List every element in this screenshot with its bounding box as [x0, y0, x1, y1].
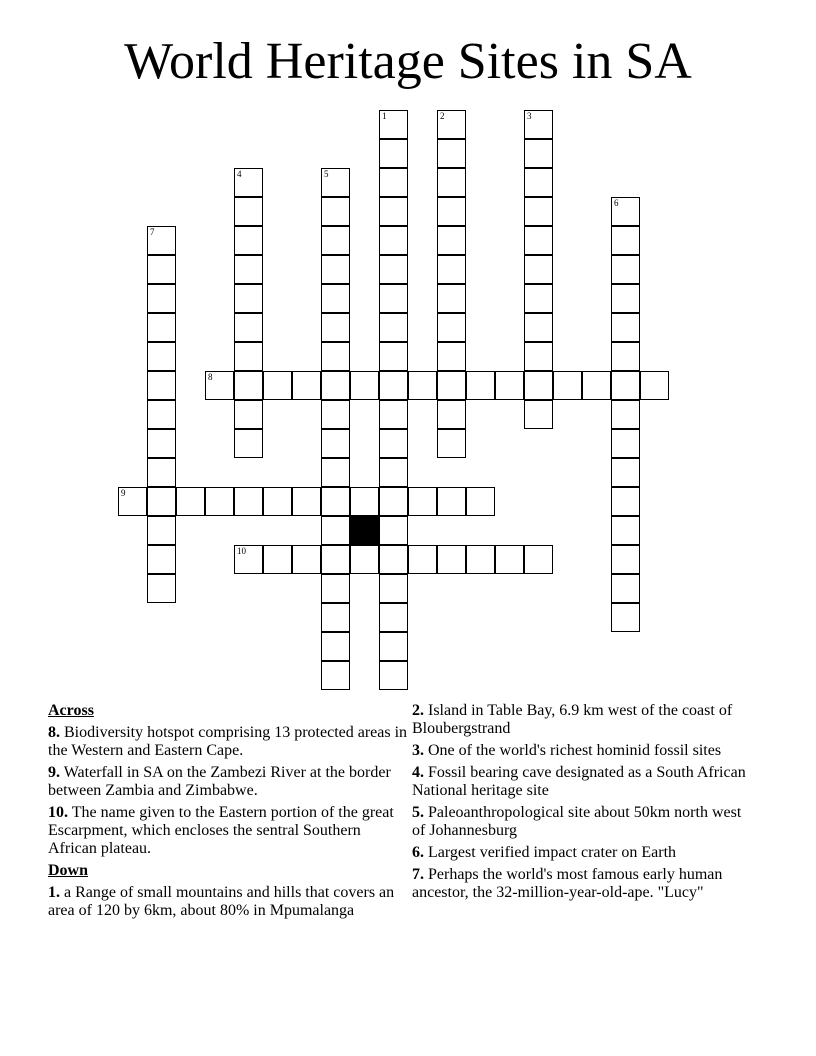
down-clue-7: [412, 866, 757, 902]
grid-cell[interactable]: [611, 487, 640, 516]
grid-cell[interactable]: [379, 487, 408, 516]
grid-cell[interactable]: [321, 284, 350, 313]
across-clue-8: [48, 724, 408, 760]
grid-cell[interactable]: [437, 197, 466, 226]
grid-cell[interactable]: [379, 197, 408, 226]
grid-cell[interactable]: [437, 226, 466, 255]
grid-cell[interactable]: [379, 574, 408, 603]
clue-text: Paleoanthropological site about 50km north west of Johannesburg: [412, 804, 742, 839]
grid-cell[interactable]: [147, 255, 176, 284]
clue-number-label: 1: [382, 111, 387, 121]
across-clue-10: [48, 804, 408, 858]
grid-cell[interactable]: [321, 313, 350, 342]
clue-number-label: 2: [440, 111, 445, 121]
grid-cell[interactable]: [495, 545, 524, 574]
grid-cell[interactable]: [437, 313, 466, 342]
grid-cell[interactable]: [611, 458, 640, 487]
grid-cell[interactable]: [379, 516, 408, 545]
grid-cell[interactable]: [495, 371, 524, 400]
grid-cell[interactable]: [611, 545, 640, 574]
grid-cell[interactable]: [147, 429, 176, 458]
clue-number-label: 5: [324, 169, 329, 179]
grid-cell[interactable]: [524, 139, 553, 168]
down-clue-6: [412, 844, 757, 862]
grid-cell[interactable]: [611, 603, 640, 632]
down-clue-2: [412, 702, 757, 738]
grid-cell[interactable]: [234, 371, 263, 400]
grid-cell[interactable]: [437, 168, 466, 197]
grid-cell[interactable]: [350, 487, 379, 516]
grid-cell[interactable]: [640, 371, 669, 400]
grid-cell[interactable]: [321, 255, 350, 284]
grid-cell[interactable]: [379, 371, 408, 400]
grid-cell[interactable]: [379, 255, 408, 284]
grid-cell[interactable]: [292, 371, 321, 400]
grid-cell[interactable]: [524, 255, 553, 284]
grid-cell[interactable]: [611, 516, 640, 545]
down-clue-5: [412, 804, 757, 840]
grid-cell[interactable]: [118, 487, 147, 516]
clue-text: One of the world's richest hominid fossil sites: [428, 742, 722, 759]
grid-cell[interactable]: [350, 371, 379, 400]
grid-cell[interactable]: [147, 226, 176, 255]
grid-cell[interactable]: [263, 487, 292, 516]
clue-text: Largest verified impact crater on Earth: [428, 844, 677, 861]
grid-cell[interactable]: [147, 284, 176, 313]
grid-cell[interactable]: [379, 168, 408, 197]
grid-cell[interactable]: [292, 545, 321, 574]
clue-number: 3.: [412, 742, 424, 759]
grid-cell[interactable]: [437, 284, 466, 313]
clue-number: 8.: [48, 724, 60, 741]
grid-cell[interactable]: [379, 313, 408, 342]
grid-cell[interactable]: [524, 342, 553, 371]
grid-cell[interactable]: [379, 603, 408, 632]
clue-text: The name given to the Eastern portion of the great Escarpment, which encloses the sentral Southern African plateau.: [48, 804, 394, 857]
grid-cell[interactable]: [147, 574, 176, 603]
down-clue-3: [412, 742, 757, 760]
grid-cell[interactable]: [437, 545, 466, 574]
grid-cell[interactable]: [234, 168, 263, 197]
clue-number: 9.: [48, 764, 60, 781]
grid-cell[interactable]: [611, 342, 640, 371]
clue-number: 1.: [48, 884, 60, 901]
grid-cell[interactable]: [379, 400, 408, 429]
grid-cell[interactable]: [437, 371, 466, 400]
grid-cell[interactable]: [379, 458, 408, 487]
grid-cell[interactable]: [350, 545, 379, 574]
grid-cell[interactable]: [234, 255, 263, 284]
grid-cell[interactable]: [611, 429, 640, 458]
grid-cell[interactable]: [524, 284, 553, 313]
grid-cell[interactable]: [524, 545, 553, 574]
grid-cell[interactable]: [524, 226, 553, 255]
grid-cell[interactable]: [379, 429, 408, 458]
clues-right-column: [412, 702, 757, 906]
grid-cell[interactable]: [408, 487, 437, 516]
grid-cell[interactable]: [234, 284, 263, 313]
grid-cell[interactable]: [611, 226, 640, 255]
grid-cell[interactable]: [147, 516, 176, 545]
grid-cell[interactable]: [379, 284, 408, 313]
clue-number-label: 6: [614, 198, 619, 208]
grid-cell[interactable]: [147, 400, 176, 429]
black-square: [350, 516, 379, 545]
grid-cell[interactable]: [379, 661, 408, 690]
grid-cell[interactable]: [408, 371, 437, 400]
grid-cell[interactable]: [234, 313, 263, 342]
grid-cell[interactable]: [379, 632, 408, 661]
grid-cell[interactable]: [379, 545, 408, 574]
grid-cell[interactable]: [321, 400, 350, 429]
clue-number: 2.: [412, 702, 424, 719]
grid-cell[interactable]: [321, 342, 350, 371]
grid-cell[interactable]: [524, 400, 553, 429]
grid-cell[interactable]: [611, 400, 640, 429]
grid-cell[interactable]: [263, 371, 292, 400]
grid-cell[interactable]: [611, 197, 640, 226]
grid-cell[interactable]: [234, 197, 263, 226]
grid-cell[interactable]: [321, 371, 350, 400]
puzzle-title: World Heritage Sites in SA: [124, 33, 692, 90]
clue-text: Fossil bearing cave designated as a South African National heritage site: [412, 764, 746, 799]
grid-cell[interactable]: [147, 313, 176, 342]
grid-cell[interactable]: [321, 168, 350, 197]
grid-cell[interactable]: [321, 545, 350, 574]
grid-cell[interactable]: [611, 574, 640, 603]
grid-cell[interactable]: [147, 487, 176, 516]
clue-number: 10.: [48, 804, 68, 821]
grid-cell[interactable]: [582, 371, 611, 400]
clue-number: 7.: [412, 866, 424, 883]
grid-cell[interactable]: [437, 400, 466, 429]
grid-cell[interactable]: [379, 342, 408, 371]
grid-cell[interactable]: [611, 313, 640, 342]
across-clue-9: [48, 764, 408, 800]
clue-text: Biodiversity hotspot comprising 13 protected areas in the Western and Eastern Cape.: [48, 724, 408, 759]
grid-cell[interactable]: [379, 226, 408, 255]
grid-cell[interactable]: [437, 342, 466, 371]
grid-cell[interactable]: [321, 197, 350, 226]
clue-number: 6.: [412, 844, 424, 861]
grid-cell[interactable]: [205, 371, 234, 400]
grid-cell[interactable]: [147, 545, 176, 574]
grid-cell[interactable]: [234, 487, 263, 516]
grid-cell[interactable]: [176, 487, 205, 516]
grid-cell[interactable]: [379, 139, 408, 168]
grid-cell[interactable]: [147, 371, 176, 400]
grid-cell[interactable]: [234, 342, 263, 371]
grid-cell[interactable]: [321, 574, 350, 603]
grid-cell[interactable]: [466, 371, 495, 400]
grid-cell[interactable]: [611, 284, 640, 313]
grid-cell[interactable]: [321, 603, 350, 632]
grid-cell[interactable]: [263, 545, 292, 574]
grid-cell[interactable]: [321, 632, 350, 661]
down-clue-1: [48, 884, 408, 920]
grid-cell[interactable]: [205, 487, 234, 516]
down-clue-4: [412, 764, 757, 800]
clue-text: Perhaps the world's most famous early human ancestor, the 32-million-year-old-ape. "Lucy": [412, 866, 723, 901]
clue-number-label: 3: [527, 111, 532, 121]
grid-cell[interactable]: [234, 226, 263, 255]
grid-cell[interactable]: [321, 487, 350, 516]
grid-cell[interactable]: [321, 661, 350, 690]
grid-cell[interactable]: [321, 516, 350, 545]
grid-cell[interactable]: [321, 458, 350, 487]
clue-text: Island in Table Bay, 6.9 km west of the coast of Bloubergstrand: [412, 702, 733, 737]
down-heading: Down: [48, 862, 89, 879]
grid-cell[interactable]: [437, 255, 466, 284]
clue-number-label: 4: [237, 169, 242, 179]
clue-text: Waterfall in SA on the Zambezi River at the border between Zambia and Zimbabwe.: [48, 764, 391, 799]
grid-cell[interactable]: [466, 545, 495, 574]
grid-cell[interactable]: [524, 371, 553, 400]
grid-cell[interactable]: [466, 487, 495, 516]
clue-number-label: 10: [237, 546, 246, 556]
grid-cell[interactable]: [437, 139, 466, 168]
grid-cell[interactable]: [524, 168, 553, 197]
grid-cell[interactable]: [437, 110, 466, 139]
clue-number-label: 7: [150, 227, 155, 237]
grid-cell[interactable]: [379, 110, 408, 139]
clues-left-column: [48, 702, 408, 924]
grid-cell[interactable]: [611, 255, 640, 284]
grid-cell[interactable]: [147, 458, 176, 487]
grid-cell[interactable]: [437, 429, 466, 458]
grid-cell[interactable]: [147, 342, 176, 371]
grid-cell[interactable]: [234, 545, 263, 574]
grid-cell[interactable]: [408, 545, 437, 574]
clue-number: 4.: [412, 764, 424, 781]
clue-text: a Range of small mountains and hills that covers an area of 120 by 6km, about 80% in Mpumalanga: [48, 884, 395, 919]
grid-cell[interactable]: [321, 226, 350, 255]
grid-cell[interactable]: [321, 429, 350, 458]
clue-number-label: 8: [208, 372, 213, 382]
grid-cell[interactable]: [234, 400, 263, 429]
grid-cell[interactable]: [611, 371, 640, 400]
grid-cell[interactable]: [437, 487, 466, 516]
grid-cell[interactable]: [234, 429, 263, 458]
grid-cell[interactable]: [524, 313, 553, 342]
clue-number: 5.: [412, 804, 424, 821]
clue-number-label: 9: [121, 488, 126, 498]
grid-cell[interactable]: [292, 487, 321, 516]
across-heading: Across: [48, 702, 94, 719]
grid-cell[interactable]: [524, 197, 553, 226]
grid-cell[interactable]: [524, 110, 553, 139]
grid-cell[interactable]: [553, 371, 582, 400]
